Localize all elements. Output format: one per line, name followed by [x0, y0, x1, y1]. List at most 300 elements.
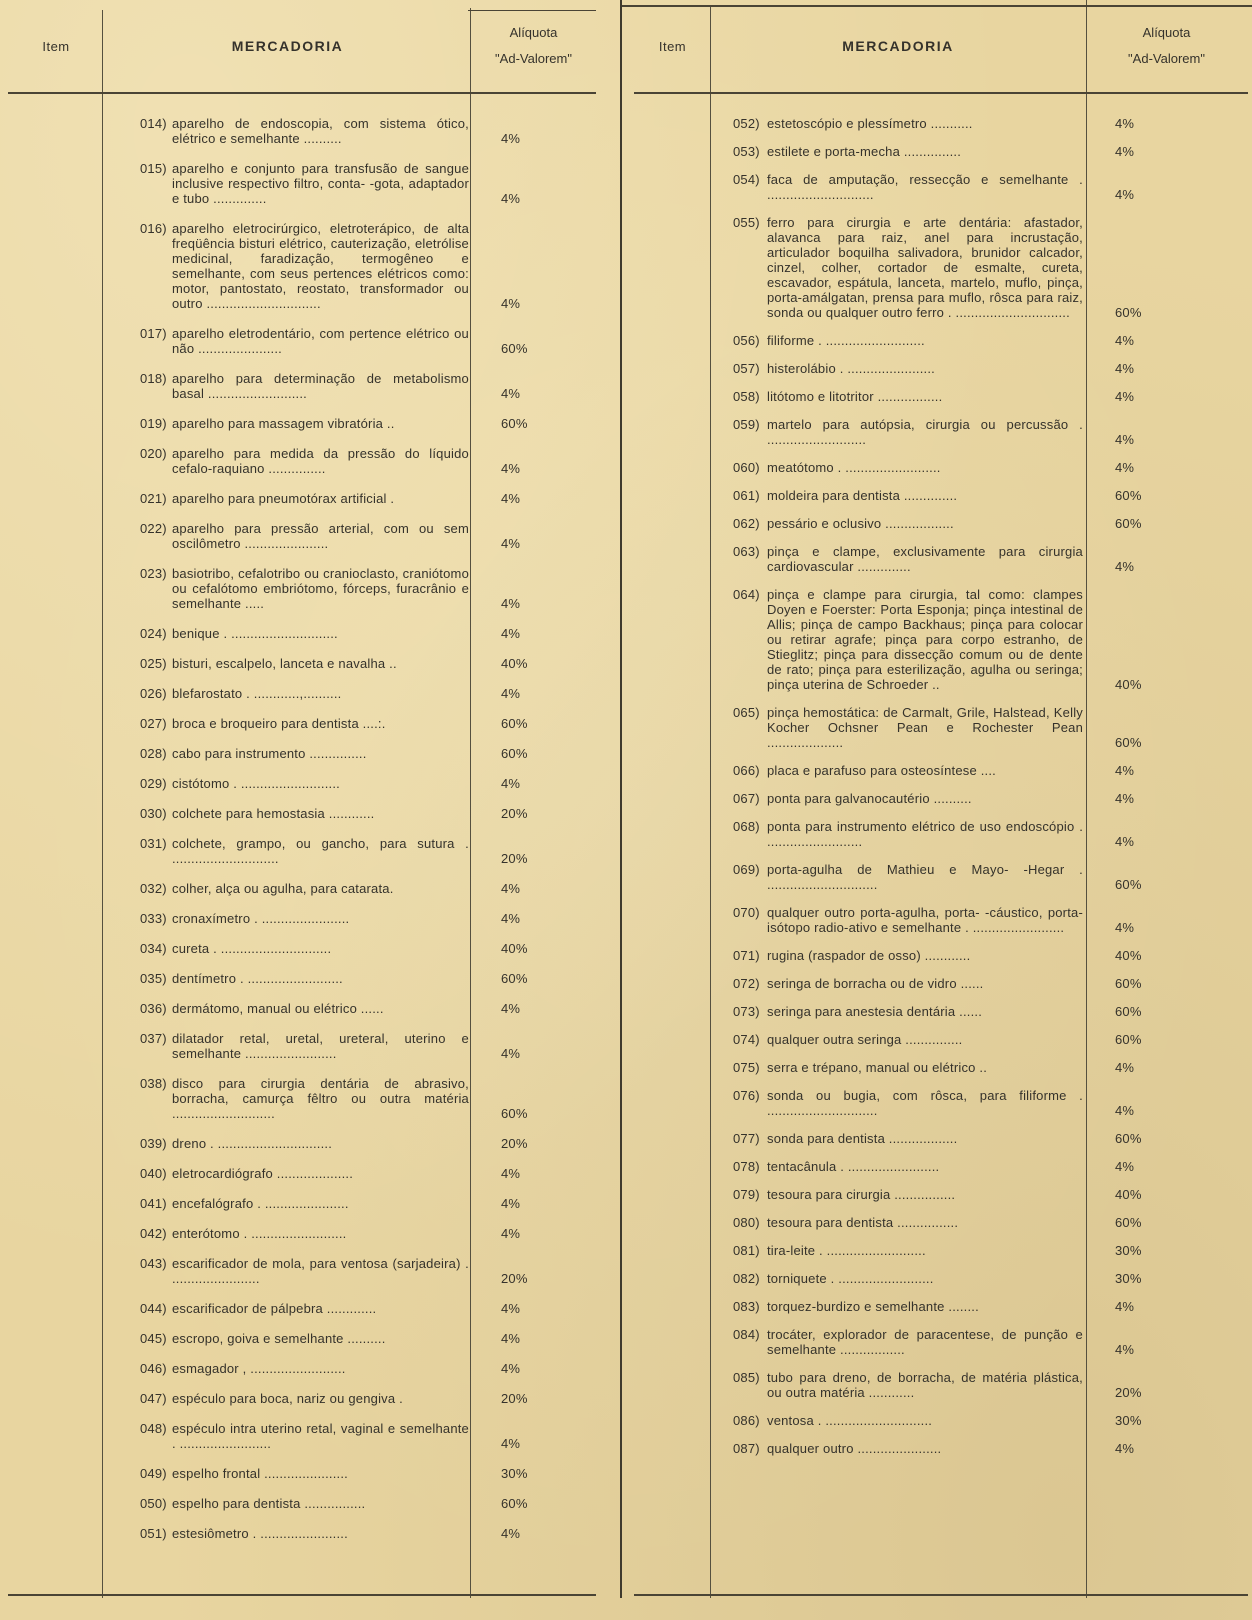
- item-gutter: [634, 1441, 733, 1456]
- item-gutter: [8, 491, 140, 506]
- item-number: 076): [733, 1088, 760, 1103]
- item-number: 049): [140, 1466, 167, 1481]
- table-row: [8, 326, 596, 356]
- item-rate: 30%: [1115, 1413, 1142, 1428]
- item-gutter: [634, 1159, 733, 1174]
- item-number: 066): [733, 763, 760, 778]
- item-rate: 4%: [1115, 559, 1135, 574]
- item-number: 075): [733, 1060, 760, 1075]
- item-gutter: [8, 326, 140, 356]
- item-description: aparelho para pneumotórax artificial .: [172, 491, 395, 506]
- item-description: bisturi, escalpelo, lanceta e navalha ..: [172, 656, 397, 671]
- item-description: colchete para hemostasia ............: [172, 806, 375, 821]
- item-rate: 4%: [501, 1001, 521, 1016]
- item-description: encefalógrafo . ......................: [172, 1196, 349, 1211]
- header-aliquota-line2: "Ad-Valorem": [495, 51, 572, 66]
- item-number: 025): [140, 656, 167, 671]
- item-description: blefarostato . ............,..........: [172, 686, 342, 701]
- item-number: 074): [733, 1032, 760, 1047]
- item-rate: 20%: [501, 1271, 528, 1286]
- item-gutter: [8, 941, 140, 956]
- item-description: torniquete . .........................: [767, 1271, 934, 1286]
- table-row: [634, 1271, 1248, 1286]
- item-gutter: [8, 911, 140, 926]
- item-description: estilete e porta-mecha ...............: [767, 144, 962, 159]
- table-row: [634, 516, 1248, 531]
- header-item-label: Item: [658, 38, 687, 54]
- item-description: escarificador de mola, para ventosa (sarjadeira) . .......................: [172, 1256, 469, 1286]
- table-row: [634, 417, 1248, 447]
- item-description: ventosa . ............................: [767, 1413, 933, 1428]
- item-number: 015): [140, 161, 167, 176]
- item-rate: 4%: [501, 461, 521, 476]
- item-gutter: [8, 971, 140, 986]
- item-gutter: [634, 1327, 733, 1357]
- item-description: qualquer outro ......................: [767, 1441, 942, 1456]
- item-description: meatótomo . .........................: [767, 460, 941, 475]
- item-number: 078): [733, 1159, 760, 1174]
- item-rate: 4%: [501, 131, 521, 146]
- item-gutter: [634, 763, 733, 778]
- item-number: 063): [733, 544, 760, 559]
- item-description: tubo para dreno, de borracha, de matéria plástica, ou outra matéria ............: [767, 1370, 1083, 1400]
- item-rate: 4%: [1115, 1060, 1135, 1075]
- table-row: [634, 144, 1248, 159]
- item-number: 087): [733, 1441, 760, 1456]
- table-row: [634, 1413, 1248, 1428]
- item-rate: 4%: [501, 1196, 521, 1211]
- item-description: espéculo para boca, nariz ou gengiva .: [172, 1391, 403, 1406]
- table-row: [8, 1526, 596, 1541]
- table-row: [634, 1441, 1248, 1456]
- header-aliquota-label: [1085, 20, 1248, 72]
- item-gutter: [634, 905, 733, 935]
- item-description: estesiômetro . .......................: [172, 1526, 348, 1541]
- table-row: [8, 881, 596, 896]
- item-rate: 4%: [501, 491, 521, 506]
- item-gutter: [634, 1271, 733, 1286]
- table-row: [8, 1226, 596, 1241]
- table-row: [634, 791, 1248, 806]
- item-gutter: [8, 1421, 140, 1451]
- item-gutter: [634, 1004, 733, 1019]
- item-gutter: [634, 976, 733, 991]
- item-rate: 20%: [501, 1391, 528, 1406]
- item-number: 033): [140, 911, 167, 926]
- item-gutter: [634, 215, 733, 320]
- table-row: [8, 116, 596, 146]
- item-rate: 4%: [501, 191, 521, 206]
- item-gutter: [634, 417, 733, 447]
- item-number: 051): [140, 1526, 167, 1541]
- item-number: 045): [140, 1331, 167, 1346]
- table-row: [8, 521, 596, 551]
- item-gutter: [634, 1413, 733, 1428]
- item-number: 069): [733, 862, 760, 877]
- header-item-label: Item: [42, 38, 70, 54]
- item-gutter: [8, 521, 140, 551]
- item-gutter: [634, 1243, 733, 1258]
- item-gutter: [634, 361, 733, 376]
- table-row: [634, 1032, 1248, 1047]
- table-row: [8, 161, 596, 206]
- item-rate: 4%: [501, 1526, 521, 1541]
- table-row: [634, 1088, 1248, 1118]
- item-rate: 4%: [501, 1226, 521, 1241]
- item-gutter: [8, 836, 140, 866]
- item-gutter: [634, 488, 733, 503]
- header-mercadoria-label: MERCADORIA: [231, 38, 344, 54]
- item-number: 039): [140, 1136, 167, 1151]
- item-gutter: [8, 161, 140, 206]
- bottom-rule-right: [634, 1594, 1248, 1596]
- item-rate: 40%: [501, 941, 528, 956]
- item-rate: 4%: [1115, 389, 1135, 404]
- table-row: [8, 1166, 596, 1181]
- table-row: [634, 1370, 1248, 1400]
- table-row: [8, 746, 596, 761]
- item-description: seringa para anestesia dentária ......: [767, 1004, 983, 1019]
- table-row: [8, 656, 596, 671]
- item-rate: 4%: [1115, 361, 1135, 376]
- item-rate: 4%: [1115, 1159, 1135, 1174]
- item-rate: 60%: [1115, 735, 1142, 750]
- item-gutter: [8, 746, 140, 761]
- item-gutter: [634, 862, 733, 892]
- item-description: histerolábio . .......................: [767, 361, 935, 376]
- item-gutter: [8, 626, 140, 641]
- item-rate: 60%: [501, 716, 528, 731]
- item-rate: 4%: [501, 1166, 521, 1181]
- table-row: [634, 361, 1248, 376]
- item-description: cureta . .............................: [172, 941, 332, 956]
- item-rate: 40%: [1115, 677, 1142, 692]
- item-description: porta-agulha de Mathieu e Mayo- -Hegar . .............................: [767, 862, 1083, 892]
- item-description: qualquer outro porta-agulha, porta- -cáustico, porta-isótopo radio-ativo e semelhante . ........................: [767, 905, 1083, 935]
- item-description: filiforme . ..........................: [767, 333, 925, 348]
- item-gutter: [634, 544, 733, 574]
- item-description: enterótomo . .........................: [172, 1226, 347, 1241]
- item-rate: 4%: [1115, 1441, 1135, 1456]
- item-gutter: [8, 416, 140, 431]
- item-rate: 60%: [1115, 488, 1142, 503]
- item-description: aparelho para massagem vibratória ..: [172, 416, 395, 431]
- table-row: [634, 976, 1248, 991]
- item-description: dentímetro . .........................: [172, 971, 343, 986]
- bottom-rule-left: [8, 1594, 596, 1596]
- left-page-column: [8, 0, 596, 1556]
- item-gutter: [634, 1032, 733, 1047]
- item-rate: 60%: [1115, 1131, 1142, 1146]
- item-gutter: [8, 686, 140, 701]
- item-number: 052): [733, 116, 760, 131]
- item-description: pessário e oclusivo ..................: [767, 516, 954, 531]
- item-gutter: [634, 1060, 733, 1075]
- item-gutter: [634, 389, 733, 404]
- item-rate: 4%: [1115, 1103, 1135, 1118]
- item-description: torquez-burdizo e semelhante ........: [767, 1299, 979, 1314]
- item-number: 054): [733, 172, 760, 187]
- item-description: aparelho para determinação de metabolismo basal ..........................: [172, 371, 469, 401]
- item-gutter: [634, 144, 733, 159]
- item-description: ponta para galvanocautério ..........: [767, 791, 972, 806]
- item-number: 042): [140, 1226, 167, 1241]
- item-description: broca e broqueiro para dentista ....:.: [172, 716, 386, 731]
- right-page-column: [634, 0, 1248, 1469]
- table-row: [634, 215, 1248, 320]
- item-gutter: [8, 446, 140, 476]
- item-gutter: [8, 116, 140, 146]
- table-row: [8, 686, 596, 701]
- table-row: [634, 905, 1248, 935]
- table-row: [8, 836, 596, 866]
- item-number: 085): [733, 1370, 760, 1385]
- item-number: 040): [140, 1166, 167, 1181]
- item-number: 056): [733, 333, 760, 348]
- item-gutter: [634, 516, 733, 531]
- item-number: 084): [733, 1327, 760, 1342]
- table-row: [634, 763, 1248, 778]
- table-row: [8, 1466, 596, 1481]
- item-number: 070): [733, 905, 760, 920]
- item-number: 072): [733, 976, 760, 991]
- item-rate: 60%: [501, 1106, 528, 1121]
- item-number: 029): [140, 776, 167, 791]
- table-row: [634, 333, 1248, 348]
- item-gutter: [8, 1076, 140, 1121]
- item-rate: 4%: [501, 911, 521, 926]
- table-row: [634, 948, 1248, 963]
- item-rate: 4%: [501, 776, 521, 791]
- table-row: [8, 716, 596, 731]
- item-number: 047): [140, 1391, 167, 1406]
- table-row: [634, 819, 1248, 849]
- item-rate: 40%: [501, 656, 528, 671]
- item-description: tesoura para dentista ................: [767, 1215, 959, 1230]
- table-row: [8, 911, 596, 926]
- item-number: 073): [733, 1004, 760, 1019]
- item-number: 028): [140, 746, 167, 761]
- item-rate: 30%: [501, 1466, 528, 1481]
- item-gutter: [634, 948, 733, 963]
- table-row: [634, 1159, 1248, 1174]
- item-rate: 4%: [501, 881, 521, 896]
- item-gutter: [8, 566, 140, 611]
- table-row: [634, 488, 1248, 503]
- item-gutter: [8, 1361, 140, 1376]
- item-number: 058): [733, 389, 760, 404]
- item-rate: 4%: [1115, 116, 1135, 131]
- item-number: 043): [140, 1256, 167, 1271]
- item-gutter: [8, 1526, 140, 1541]
- item-description: aparelho para medida da pressão do líquido cefalo-raquiano ...............: [172, 446, 469, 476]
- item-description: faca de amputação, ressecção e semelhante . ............................: [767, 172, 1083, 202]
- item-gutter: [8, 371, 140, 401]
- item-rate: 20%: [1115, 1385, 1142, 1400]
- item-number: 060): [733, 460, 760, 475]
- item-gutter: [8, 1166, 140, 1181]
- item-description: pinça e clampe, exclusivamente para cirurgia cardiovascular ..............: [767, 544, 1083, 574]
- table-row: [8, 1331, 596, 1346]
- item-description: escarificador de pálpebra .............: [172, 1301, 377, 1316]
- item-rate: 4%: [1115, 1342, 1135, 1357]
- item-rate: 30%: [1115, 1243, 1142, 1258]
- item-description: pinça hemostática: de Carmalt, Grile, Halstead, Kelly Kocher Ochsner Pean e Rochester Pean ....................: [767, 705, 1083, 750]
- item-number: 064): [733, 587, 760, 602]
- item-rate: 4%: [501, 686, 521, 701]
- item-description: dilatador retal, uretal, ureteral, uterino e semelhante ........................: [172, 1031, 469, 1061]
- item-gutter: [634, 1088, 733, 1118]
- item-rate: 60%: [1115, 976, 1142, 991]
- item-rate: 4%: [1115, 1299, 1135, 1314]
- table-row: [634, 1131, 1248, 1146]
- item-number: 077): [733, 1131, 760, 1146]
- table-row: [8, 416, 596, 431]
- item-number: 036): [140, 1001, 167, 1016]
- table-body-left: [8, 116, 596, 1541]
- item-number: 038): [140, 1076, 167, 1091]
- table-row: [8, 371, 596, 401]
- item-description: aparelho eletrocirúrgico, eletroterápico, de alta freqüência bisturi elétrico, cauterização, eletrólise medicinal, faradização, termogêneo e semelhante, com seus pertences elétricos como: motor, pantostato, reostato, transformador ou outro ..............................: [172, 221, 469, 311]
- item-gutter: [8, 1031, 140, 1061]
- item-gutter: [8, 1301, 140, 1316]
- item-description: basiotribo, cefalotribo ou cranioclasto, craniótomo ou cefalótomo embriótomo, fórceps, furacrânio e semelhante .....: [172, 566, 469, 611]
- item-number: 068): [733, 819, 760, 834]
- table-row: [8, 1196, 596, 1211]
- item-gutter: [8, 1496, 140, 1511]
- item-gutter: [8, 1391, 140, 1406]
- item-number: 061): [733, 488, 760, 503]
- item-number: 026): [140, 686, 167, 701]
- table-row: [634, 116, 1248, 131]
- item-description: aparelho eletrodentário, com pertence elétrico ou não ......................: [172, 326, 469, 356]
- table-row: [634, 389, 1248, 404]
- item-rate: 4%: [1115, 763, 1135, 778]
- item-gutter: [634, 460, 733, 475]
- item-gutter: [8, 1466, 140, 1481]
- item-number: 067): [733, 791, 760, 806]
- item-description: espelho para dentista ................: [172, 1496, 366, 1511]
- table-row: [634, 705, 1248, 750]
- item-description: eletrocardiógrafo ....................: [172, 1166, 354, 1181]
- item-gutter: [8, 806, 140, 821]
- item-number: 022): [140, 521, 167, 536]
- item-description: espéculo intra uterino retal, vaginal e semelhante . ........................: [172, 1421, 469, 1451]
- item-gutter: [634, 1131, 733, 1146]
- item-rate: 60%: [1115, 1215, 1142, 1230]
- item-number: 019): [140, 416, 167, 431]
- table-row: [634, 1004, 1248, 1019]
- table-row: [634, 1243, 1248, 1258]
- item-rate: 40%: [1115, 1187, 1142, 1202]
- item-gutter: [8, 716, 140, 731]
- table-row: [8, 1361, 596, 1376]
- header-aliquota-line1: Alíquota: [1142, 25, 1191, 40]
- item-gutter: [634, 1215, 733, 1230]
- item-rate: 60%: [501, 971, 528, 986]
- table-row: [634, 544, 1248, 574]
- item-number: 032): [140, 881, 167, 896]
- item-description: tesoura para cirurgia ................: [767, 1187, 956, 1202]
- item-number: 037): [140, 1031, 167, 1046]
- item-rate: 60%: [1115, 305, 1142, 320]
- item-description: seringa de borracha ou de vidro ......: [767, 976, 984, 991]
- item-number: 014): [140, 116, 167, 131]
- item-rate: 4%: [501, 1331, 521, 1346]
- item-description: martelo para autópsia, cirurgia ou percussão . ..........................: [767, 417, 1083, 447]
- item-number: 030): [140, 806, 167, 821]
- center-divider-rule: [620, 0, 622, 1598]
- table-row: [634, 862, 1248, 892]
- table-row: [8, 1301, 596, 1316]
- item-description: moldeira para dentista ..............: [767, 488, 958, 503]
- item-number: 016): [140, 221, 167, 236]
- table-row: [8, 971, 596, 986]
- item-rate: 60%: [1115, 877, 1142, 892]
- item-rate: 4%: [501, 1436, 521, 1451]
- item-number: 041): [140, 1196, 167, 1211]
- item-rate: 4%: [501, 1301, 521, 1316]
- header-mercadoria-label: MERCADORIA: [842, 38, 954, 54]
- item-description: sonda para dentista ..................: [767, 1131, 958, 1146]
- item-rate: 4%: [1115, 432, 1135, 447]
- table-row: [634, 1215, 1248, 1230]
- item-gutter: [8, 776, 140, 791]
- table-row: [8, 1391, 596, 1406]
- item-number: 065): [733, 705, 760, 720]
- item-description: pinça e clampe para cirurgia, tal como: clampes Doyen e Foerster: Porta Esponja; pinça intestinal de Allis; pinça de campo Backhaus; pinça para colocar ou retirar agrafe; pinça para corpo estranho, de Stieglitz; pinça para dissecção comum ou de dente de rato; pinça para esterilização, agulha ou seringa; pinça uterina de Schroeder ..: [767, 587, 1083, 692]
- item-gutter: [8, 881, 140, 896]
- item-rate: 4%: [1115, 460, 1135, 475]
- item-description: ferro para cirurgia e arte dentária: afastador, alavanca para raiz, anel para incrustação, articulador boquilha salivadora, brunidor calcador, cinzel, colher, cortador de esmalte, cureta, escavador, espátula, lanceta, martelo, muflo, pinça, porta-amálgatan, prensa para muflo, rôsca para raiz, sonda ou qualquer outro ferro . ..............................: [767, 215, 1083, 320]
- item-description: sonda ou bugia, com rôsca, para filiforme . .............................: [767, 1088, 1083, 1118]
- item-number: 055): [733, 215, 760, 230]
- item-description: disco para cirurgia dentária de abrasivo, borracha, camurça fêltro ou outra matéria ...........................: [172, 1076, 469, 1121]
- item-number: 071): [733, 948, 760, 963]
- item-number: 035): [140, 971, 167, 986]
- item-number: 081): [733, 1243, 760, 1258]
- item-gutter: [8, 1136, 140, 1151]
- table-row: [634, 1187, 1248, 1202]
- item-number: 031): [140, 836, 167, 851]
- table-row: [8, 491, 596, 506]
- item-number: 082): [733, 1271, 760, 1286]
- item-description: estetoscópio e plessímetro ...........: [767, 116, 973, 131]
- item-number: 044): [140, 1301, 167, 1316]
- table-row: [634, 460, 1248, 475]
- item-description: espelho frontal ......................: [172, 1466, 348, 1481]
- table-row: [8, 1031, 596, 1061]
- table-row: [634, 587, 1248, 692]
- item-rate: 4%: [1115, 834, 1135, 849]
- item-gutter: [634, 333, 733, 348]
- item-description: escropo, goiva e semelhante ..........: [172, 1331, 386, 1346]
- item-description: colchete, grampo, ou gancho, para sutura . ............................: [172, 836, 469, 866]
- table-row: [8, 1076, 596, 1121]
- item-rate: 4%: [501, 536, 521, 551]
- item-number: 057): [733, 361, 760, 376]
- header-aliquota-line2: "Ad-Valorem": [1128, 51, 1205, 66]
- item-number: 021): [140, 491, 167, 506]
- item-gutter: [8, 1226, 140, 1241]
- item-rate: 60%: [501, 746, 528, 761]
- item-rate: 4%: [1115, 144, 1135, 159]
- table-row: [634, 1060, 1248, 1075]
- item-description: dermátomo, manual ou elétrico ......: [172, 1001, 384, 1016]
- item-description: cronaxímetro . .......................: [172, 911, 350, 926]
- item-number: 020): [140, 446, 167, 461]
- table-row: [8, 1496, 596, 1511]
